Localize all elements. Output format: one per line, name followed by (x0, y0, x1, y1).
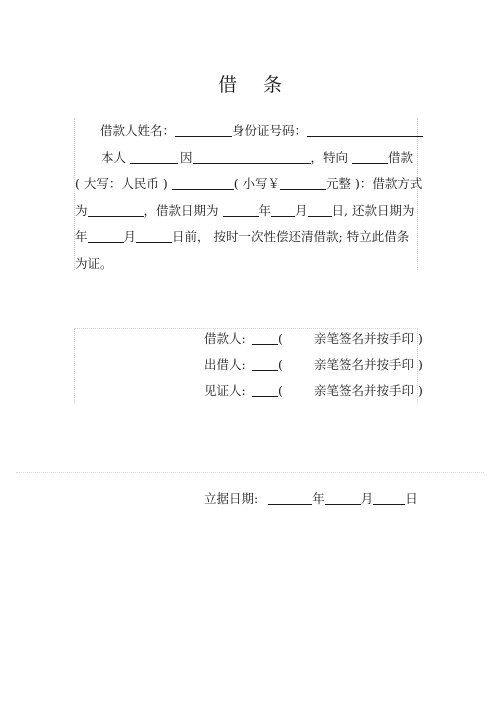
borrow-date-label: ，借款日期为 (143, 202, 219, 218)
signature-paren: ( (278, 331, 283, 346)
signature-note: 亲笔签名并按手印 ) (314, 383, 423, 398)
signature-row-witness (204, 381, 423, 399)
signature-blank[interactable] (252, 329, 278, 345)
body-line-1 (75, 118, 417, 145)
body-line-2 (75, 145, 417, 172)
return-year-label: 年 (75, 229, 88, 244)
borrower-name-label: 借款人姓名： (100, 123, 176, 138)
signature-row-borrower (204, 329, 423, 347)
to-label: ，特向 (310, 149, 349, 165)
signature-paren: ( (278, 357, 283, 372)
signature-note: 亲笔签名并按手印 ) (314, 331, 423, 346)
signature-paren: ( (278, 383, 283, 398)
date-label: 立据日期: (204, 491, 259, 506)
title-char-2: 条 (263, 74, 283, 96)
return-year-blank[interactable] (88, 227, 124, 243)
borrow-month-blank[interactable] (271, 201, 295, 217)
borrow-day-blank[interactable] (308, 201, 332, 217)
document-title (0, 70, 500, 97)
date-month-blank[interactable] (325, 489, 361, 505)
dotted-separator (16, 472, 484, 473)
borrow-month-label: 月 (295, 202, 308, 218)
signature-row-lender (204, 355, 423, 373)
id-number-label: 身份证号码： (232, 123, 308, 138)
borrower-name-blank[interactable] (175, 121, 232, 137)
borrow-year-label: 年 (258, 202, 272, 218)
amount-end-label: 元整 )：借款方式 (326, 176, 423, 191)
signature-label: 见证人: (204, 383, 246, 398)
method-text: 为 (75, 202, 88, 218)
amount-lower-label: ( 小写￥ (233, 176, 281, 191)
date-day-blank[interactable] (373, 489, 405, 505)
signature-blank[interactable] (252, 381, 278, 397)
borrow-year-blank[interactable] (223, 201, 259, 217)
signature-label: 出借人: (204, 357, 246, 372)
lender-blank[interactable] (352, 148, 388, 164)
self-name-blank[interactable] (130, 148, 178, 164)
borrow-label: 借款 (388, 149, 414, 165)
closing-text: 为证。 (75, 255, 113, 271)
document-date (204, 489, 418, 507)
body-line-3 (75, 171, 423, 198)
date-day-label: 日 (405, 491, 418, 506)
signature-label: 借款人: (204, 331, 246, 346)
signature-note: 亲笔签名并按手印 ) (314, 357, 423, 372)
return-month-label: 月 (123, 229, 137, 244)
date-year-blank[interactable] (268, 489, 312, 505)
loan-body (75, 118, 423, 277)
return-month-blank[interactable] (136, 227, 172, 243)
id-number-blank[interactable] (307, 121, 423, 137)
date-year-label: 年 (312, 491, 325, 506)
reason-blank[interactable] (193, 148, 311, 164)
body-line-6 (75, 251, 417, 278)
self-text: 本人 (101, 149, 127, 165)
reason-label: 因 (180, 149, 193, 165)
signature-blank[interactable] (252, 355, 278, 371)
return-date-label: 日, 还款日期为 (331, 202, 415, 218)
amount-lower-blank[interactable] (280, 174, 326, 190)
amount-upper-blank[interactable] (172, 174, 234, 190)
amount-upper-label: ( 大写：人民币 ) (75, 176, 168, 191)
method-blank[interactable] (88, 201, 144, 217)
title-char-1: 借 (217, 74, 237, 96)
repay-text: 日前， 按时一次性偿还清借款; 特立此借条 (172, 229, 410, 244)
body-line-4 (75, 198, 417, 225)
body-line-5 (75, 224, 417, 251)
date-month-label: 月 (360, 491, 374, 506)
